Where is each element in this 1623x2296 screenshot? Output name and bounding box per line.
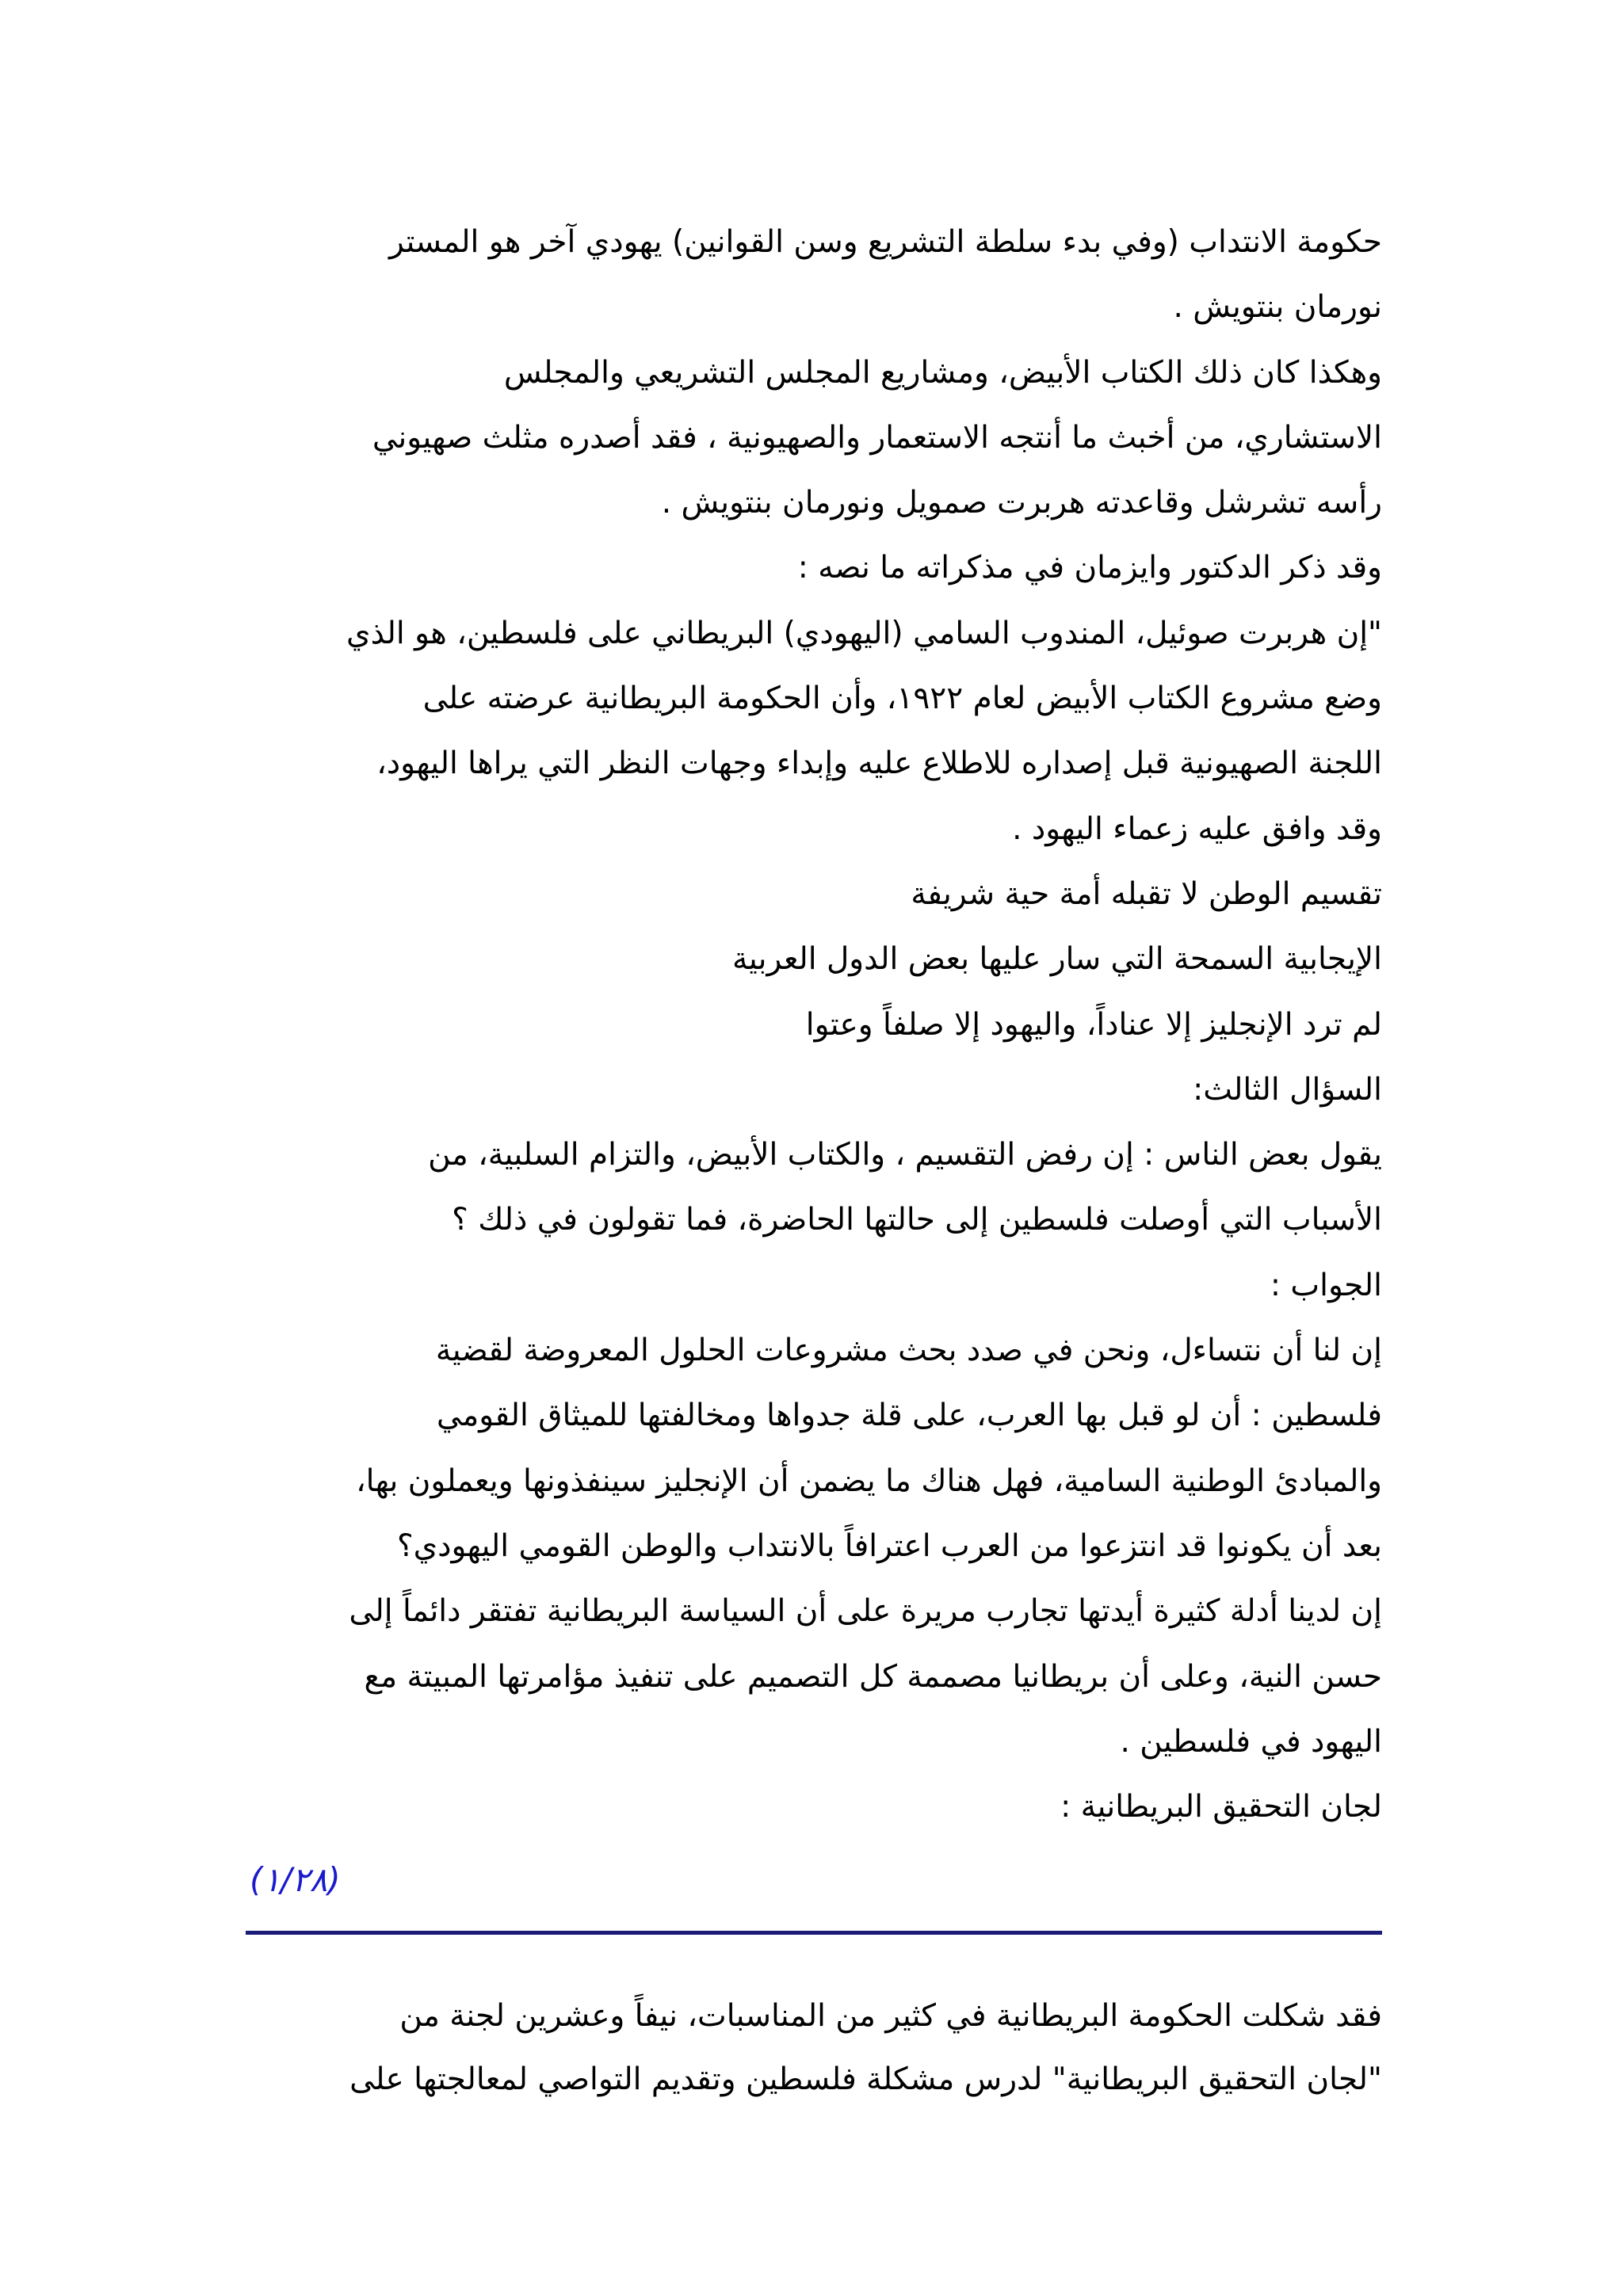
quote-line: وقد وافق عليه زعماء اليهود . [1012,810,1382,847]
text-line: حسن النية، وعلى أن بريطانيا مصممة كل التصميم على تنفيذ مؤامرتها المبيتة مع [364,1658,1382,1695]
heading-line: تقسيم الوطن لا تقبله أمة حية شريفة [911,875,1382,912]
text-line: يقول بعض الناس : إن رفض التقسيم ، والكتاب الأبيض، والتزام السلبية، من [428,1137,1382,1173]
text-line: اليهود في فلسطين . [1120,1723,1382,1760]
section-heading: لجان التحقيق البريطانية : [1060,1789,1382,1825]
text-line: إن لنا أن نتساءل، ونحن في صدد بحث مشروعات الحلول المعروضة لقضية [435,1333,1382,1369]
text-line: حكومة الانتداب (وفي بدء سلطة التشريع وسن القوانين) يهودي آخر هو المستر [389,224,1382,260]
quote-line: "إن هربرت صوئيل، المندوب السامي (اليهودي) البريطاني على فلسطين، هو الذي [346,615,1382,651]
main-text-block [241,210,1382,1840]
text-line: وقد ذكر الدكتور وايزمان في مذكراته ما نصه : [797,550,1382,586]
footnote-line: "لجان التحقيق البريطانية" لدرس مشكلة فلسطين وتقديم التواصي لمعالجتها على [349,2061,1382,2097]
heading-line: لم ترد الإنجليز إلا عناداً، واليهود إلا صلفاً وعتوا [805,1006,1382,1043]
text-line: نورمان بنتويش . [1173,289,1382,326]
heading-line: الإيجابية السمحة التي سار عليها بعض الدول العربية [731,941,1382,978]
text-line: وهكذا كان ذلك الكتاب الأبيض، ومشاريع المجلس التشريعي والمجلس [503,354,1382,391]
text-line: والمبادئ الوطنية السامية، فهل هناك ما يضمن أن الإنجليز سينفذونها ويعملون بها، [356,1463,1382,1499]
text-line: رأسه تشرشل وقاعدته هربرت صمويل ونورمان بنتويش . [661,485,1382,521]
text-line: إن لدينا أدلة كثيرة أيدتها تجارب مريرة على أن السياسة البريطانية تفتقر دائماً إلى [349,1593,1382,1630]
text-line: الأسباب التي أوصلت فلسطين إلى حالتها الحاضرة، فما تقولون في ذلك ؟ [452,1202,1382,1238]
footnote-line: فقد شكلت الحكومة البريطانية في كثير من المناسبات، نيفاً وعشرين لجنة من [399,1998,1382,2034]
quote-line: وضع مشروع الكتاب الأبيض لعام ١٩٢٢، وأن الحكومة البريطانية عرضته على [422,681,1382,717]
text-line: بعد أن يكونوا قد انتزعوا من العرب اعترافاً بالانتداب والوطن القومي اليهودي؟ [396,1527,1382,1564]
quote-line: اللجنة الصهيونية قبل إصداره للاطلاع عليه وإبداء وجهات النظر التي يراها اليهود، [376,746,1382,782]
answer-heading: الجواب : [1270,1267,1382,1303]
text-line: فلسطين : أن لو قبل بها العرب، على قلة جدواها ومخالفتها للميثاق القومي [436,1398,1382,1434]
page-number: (١/٢٨) [250,1860,341,1899]
question-heading: السؤال الثالث: [1193,1071,1382,1108]
footnote-block [241,1985,1382,2111]
text-line: الاستشاري، من أخبث ما أنتجه الاستعمار والصهيونية ، فقد أصدره مثلث صهيوني [372,419,1382,456]
footnote-divider [246,1931,1382,1935]
